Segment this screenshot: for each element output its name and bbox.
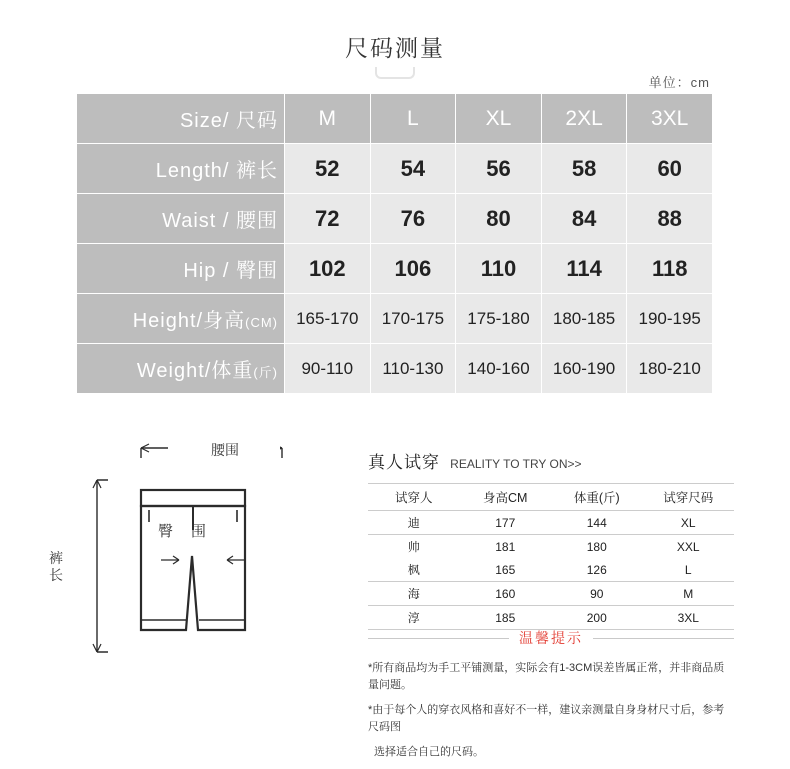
tryon-cell-height: 160 — [460, 582, 552, 606]
tryon-col-height: 身高CM — [460, 484, 552, 511]
tryon-cell-person: 枫 — [368, 558, 460, 582]
page-title-text: 尺码测量 — [345, 35, 445, 61]
table-row — [368, 511, 734, 535]
tips-divider-right — [593, 638, 734, 639]
diagram-hip-label: 臀围 — [158, 523, 225, 540]
size-table — [76, 93, 713, 394]
cell-height-3xl: 190-195 — [627, 294, 713, 344]
cell-waist-l: 76 — [370, 194, 456, 244]
page-title — [0, 0, 790, 63]
try-on-section — [368, 448, 734, 630]
row-header-weight — [77, 344, 285, 394]
cell-hip-2xl: 114 — [541, 244, 627, 294]
diagram-waist-label: 腰围 — [170, 440, 280, 460]
tryon-col-weight: 体重(斤) — [551, 484, 643, 511]
diagram-measure-lines — [40, 432, 340, 682]
cell-height-xl: 175-180 — [456, 294, 542, 344]
tryon-cell-person: 迪 — [368, 511, 460, 535]
tryon-cell-weight: 180 — [586, 539, 607, 554]
tryon-cell-weight: 126 — [551, 558, 643, 582]
cell-weight-l: 110-130 — [370, 344, 456, 394]
table-row — [77, 144, 713, 194]
cell-hip-3xl: 118 — [627, 244, 713, 294]
column-header-xl: XL — [456, 94, 542, 144]
tryon-cell-size: XL — [643, 511, 735, 535]
column-header-l: L — [370, 94, 456, 144]
table-row-header — [368, 484, 734, 511]
cell-waist-m: 72 — [285, 194, 371, 244]
cell-waist-3xl: 88 — [627, 194, 713, 244]
tryon-col-person: 试穿人 — [368, 484, 460, 511]
table-row — [77, 194, 713, 244]
tryon-col-size: 试穿尺码 — [643, 484, 735, 511]
tryon-cell-person: 帅 — [407, 540, 420, 554]
tips-title: 温馨提示 — [519, 630, 583, 646]
diagram-length-label: 裤长 — [49, 550, 63, 583]
column-header-m: M — [285, 94, 371, 144]
table-row — [77, 344, 713, 394]
cell-length-3xl: 60 — [627, 144, 713, 194]
tips-section — [368, 628, 734, 769]
unit-label: 单位：cm — [648, 75, 710, 90]
tryon-cell-height: 185 — [460, 606, 552, 630]
tryon-cell-size: L — [643, 558, 735, 582]
try-on-heading — [368, 448, 734, 473]
tryon-cell-person: 淳 — [368, 606, 460, 630]
tips-line-2: *由于每个人的穿衣风格和喜好不一样，建议亲测量自身身材尺寸后，参考尺码图 — [368, 704, 725, 733]
tryon-cell-weight: 90 — [551, 582, 643, 606]
cell-length-xl: 56 — [456, 144, 542, 194]
table-row — [368, 558, 734, 582]
tryon-cell-person: 海 — [368, 582, 460, 606]
try-on-title-en: REALITY TO TRY ON>> — [450, 457, 582, 471]
table-row — [368, 606, 734, 630]
tips-line-3: 选择适合自己的尺码。 — [374, 746, 484, 758]
try-on-table — [368, 483, 734, 630]
column-header-2xl: 2XL — [541, 94, 627, 144]
cell-weight-xl: 140-160 — [456, 344, 542, 394]
column-header-3xl: 3XL — [627, 94, 713, 144]
cell-weight-2xl: 160-190 — [541, 344, 627, 394]
table-row — [368, 535, 734, 559]
tryon-cell-size: XXL — [676, 539, 700, 554]
cell-waist-2xl: 84 — [541, 194, 627, 244]
cell-height-l: 170-175 — [370, 294, 456, 344]
cell-hip-m: 102 — [285, 244, 371, 294]
row-header-waist: Waist / 腰围 — [77, 194, 285, 244]
row-header-height-unit: (CM) — [245, 315, 278, 330]
cell-height-2xl: 180-185 — [541, 294, 627, 344]
row-header-height — [77, 294, 285, 344]
table-row — [77, 294, 713, 344]
cell-length-m: 52 — [285, 144, 371, 194]
cell-height-m: 165-170 — [285, 294, 371, 344]
cell-weight-3xl: 180-210 — [627, 344, 713, 394]
row-header-length: Length/ 裤长 — [77, 144, 285, 194]
tryon-cell-height: 177 — [460, 511, 552, 535]
size-chart — [76, 93, 713, 394]
tips-divider-left — [368, 638, 509, 639]
row-header-size: Size/ 尺码 — [77, 94, 285, 144]
tryon-cell-weight: 200 — [551, 606, 643, 630]
tryon-cell-weight: 144 — [551, 511, 643, 535]
cell-weight-m: 90-110 — [285, 344, 371, 394]
cell-hip-l: 106 — [370, 244, 456, 294]
row-header-height-text: Height/身高 — [132, 310, 246, 332]
tryon-cell-height: 181 — [495, 539, 516, 554]
row-header-weight-text: Weight/体重 — [136, 360, 254, 382]
title-underline-decoration — [375, 67, 415, 79]
table-row — [77, 244, 713, 294]
cell-length-l: 54 — [370, 144, 456, 194]
table-row — [368, 582, 734, 606]
tips-body — [368, 660, 734, 761]
try-on-title-cn: 真人试穿 — [368, 453, 440, 472]
tryon-cell-size: 3XL — [643, 606, 735, 630]
table-row-header — [77, 94, 713, 144]
tips-title-row — [368, 628, 734, 648]
tryon-cell-size: M — [643, 582, 735, 606]
tryon-cell-height: 165 — [460, 558, 552, 582]
row-header-weight-unit: (斤) — [253, 365, 278, 380]
measurement-diagram — [40, 432, 340, 682]
tips-line-1: *所有商品均为手工平铺测量，实际会有1-3CM误差皆属正常，并非商品质量问题。 — [368, 662, 725, 691]
cell-length-2xl: 58 — [541, 144, 627, 194]
row-header-hip: Hip / 臀围 — [77, 244, 285, 294]
cell-waist-xl: 80 — [456, 194, 542, 244]
cell-hip-xl: 110 — [456, 244, 542, 294]
